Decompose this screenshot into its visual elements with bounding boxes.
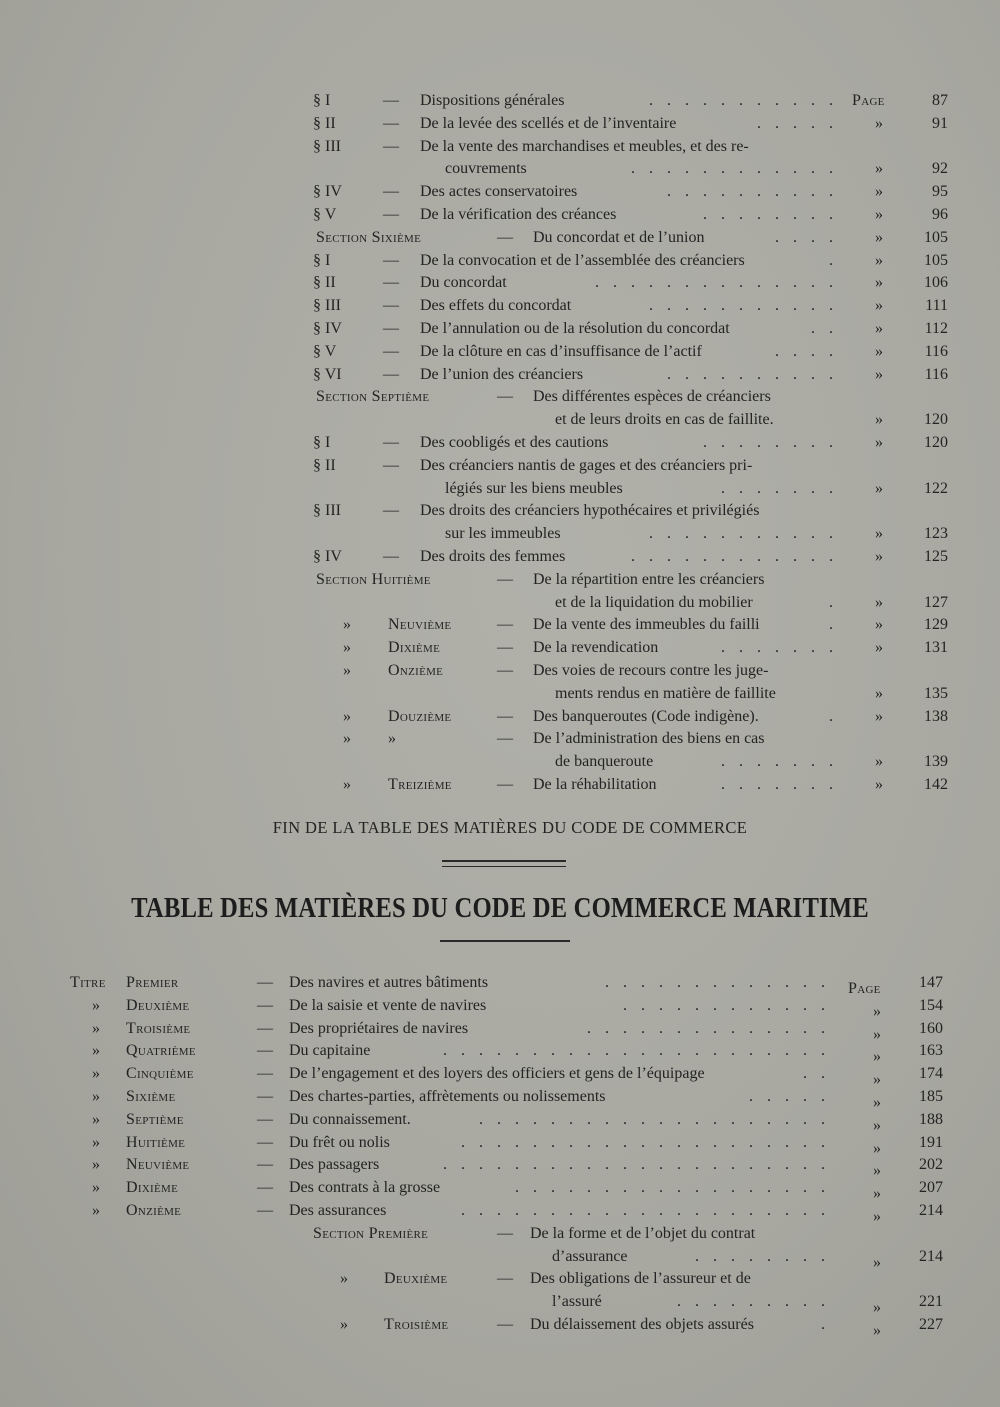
page-number: 138	[924, 707, 948, 725]
page-number: 163	[919, 1042, 943, 1060]
entry-title: Du délaissement des objets assurés	[530, 1316, 754, 1333]
page-number: 120	[924, 434, 948, 451]
leader-dots: . . . . . . . . . . .	[649, 92, 838, 109]
entry-title: Des navires et autres bâtiments	[289, 974, 489, 991]
page-number: 95	[932, 183, 948, 201]
page-number: 106	[924, 274, 948, 292]
leader-dots: . . . . . . . . . . . . . . . . . . . . .	[461, 1202, 830, 1219]
entry-title: Des passagers	[289, 1156, 380, 1174]
page-number: 112	[924, 320, 948, 337]
entry-title: Du concordat et de l’union	[533, 228, 705, 246]
entry-title: De la vente des immeubles du failli	[533, 616, 760, 634]
ditto-mark: »	[340, 1270, 348, 1288]
dash: —	[383, 434, 399, 451]
leader-dots: . . . . . . .	[721, 776, 838, 793]
entry-title: Du capitaine	[289, 1042, 371, 1060]
entry-title: Des coobligés et des cautions	[420, 434, 609, 451]
page-mark: »	[873, 1253, 881, 1271]
leader-dots: . . . . . . . . . . .	[649, 525, 838, 543]
dash: —	[383, 297, 399, 315]
page-mark: »	[875, 479, 883, 497]
section-label: Treizième	[388, 776, 452, 793]
paragraph-number: § I	[313, 251, 331, 269]
entry-title: De l’administration des biens en cas	[533, 730, 765, 748]
page-number: 142	[924, 776, 948, 793]
dash: —	[497, 707, 513, 725]
title-ordinal: Deuxième	[126, 996, 190, 1014]
ditto-mark: »	[343, 776, 351, 793]
entry-title: Des obligations de l’assureur et de	[530, 1270, 751, 1288]
dash: —	[257, 1202, 273, 1219]
entry-title: De la vente des marchandises et meubles, et des re-	[420, 137, 749, 155]
paragraph-number: § VI	[313, 365, 342, 383]
paragraph-number: § II	[313, 114, 336, 132]
page-number: 227	[919, 1316, 943, 1333]
section-label: Troisième	[384, 1316, 449, 1333]
ditto-mark: »	[340, 1316, 348, 1333]
dash: —	[497, 639, 513, 657]
page-number: 139	[924, 753, 948, 771]
title-label: Titre	[70, 974, 106, 991]
page-number: 214	[919, 1202, 943, 1219]
end-note: FIN DE LA TABLE DES MATIÈRES DU CODE DE COMMERCE	[272, 818, 748, 837]
page-mark: »	[875, 776, 883, 793]
entry-title: Des créanciers nantis de gages et des créanciers pri-	[420, 456, 753, 474]
entry-title: De la forme et de l’objet du contrat	[530, 1224, 756, 1242]
title-ordinal: Sixième	[126, 1088, 176, 1105]
title-ordinal: Cinquième	[126, 1065, 194, 1083]
entry-title: Des différentes espèces de créanciers	[533, 388, 771, 406]
entry-title: d’assurance	[552, 1247, 628, 1265]
page-number: 122	[924, 479, 948, 497]
entry-title: Dispositions générales	[420, 92, 565, 109]
leader-dots: . . . . . . . . . . . . .	[605, 974, 830, 991]
entry-title: De la clôture en cas d’insuffisance de l’actif	[420, 342, 702, 360]
entry-title: Des chartes-parties, affrètements ou nolissements	[289, 1088, 606, 1105]
page-number: 127	[924, 593, 948, 611]
dash: —	[383, 114, 399, 132]
page-mark: »	[875, 114, 883, 132]
page-mark: »	[873, 1208, 881, 1225]
page-mark: »	[873, 1185, 881, 1203]
title-ordinal: Septième	[126, 1110, 184, 1128]
section-label: Deuxième	[384, 1270, 448, 1288]
dash: —	[257, 1133, 273, 1151]
dash: —	[497, 570, 513, 588]
leader-dots: . . . . . . .	[721, 479, 838, 497]
page-number: 160	[919, 1019, 943, 1037]
page-number: 96	[932, 206, 948, 223]
page-number: 185	[919, 1088, 943, 1105]
section-label: Onzième	[388, 662, 444, 679]
page-number: 116	[924, 365, 948, 383]
dash: —	[257, 1110, 273, 1128]
entry-title: De la revendication	[533, 639, 659, 657]
page-number: 191	[919, 1133, 943, 1151]
section-label: Section Huitième	[316, 570, 431, 588]
page-number: 123	[924, 525, 948, 543]
dash: —	[497, 776, 513, 793]
paragraph-number: § I	[313, 434, 331, 451]
entry-title: l’assuré	[552, 1293, 602, 1311]
paragraph-number: § III	[313, 502, 341, 520]
ditto-mark: »	[92, 1110, 100, 1128]
page-mark: »	[873, 1139, 881, 1157]
ditto-mark: »	[343, 730, 351, 748]
page-number: 174	[919, 1065, 943, 1083]
leader-dots: . . . . . . . . . . . . . . . . . . . . .	[461, 1133, 830, 1151]
page-mark: »	[873, 1094, 881, 1111]
dash: —	[257, 1179, 273, 1197]
page-mark: »	[873, 1002, 881, 1020]
page-mark: »	[875, 228, 883, 246]
divider-rule-bottom	[442, 866, 566, 867]
leader-dots: . . . . . . . . . . . .	[631, 548, 838, 565]
ditto-mark: »	[92, 1156, 100, 1174]
ditto-mark: »	[92, 1202, 100, 1219]
dash: —	[383, 548, 399, 565]
entry-title: de banqueroute	[555, 753, 654, 771]
page-number: 116	[924, 342, 948, 360]
dash: —	[383, 342, 399, 360]
page-mark: »	[875, 183, 883, 201]
page-number: 91	[932, 114, 948, 132]
dash: —	[383, 206, 399, 223]
page-mark: »	[875, 434, 883, 451]
page-mark: »	[873, 1322, 881, 1339]
entry-title: et de leurs droits en cas de faillite.	[555, 411, 774, 429]
page-mark: »	[873, 1299, 881, 1317]
page-number: 129	[924, 616, 948, 634]
ditto-mark: »	[92, 1065, 100, 1083]
entry-title: Des contrats à la grosse	[289, 1179, 441, 1197]
page-mark: »	[875, 365, 883, 383]
dash: —	[257, 996, 273, 1014]
ditto-mark: »	[92, 996, 100, 1014]
entry-title: Des effets du concordat	[420, 297, 572, 315]
entry-title: Des voies de recours contre les juge-	[533, 662, 769, 679]
page-mark: »	[875, 548, 883, 565]
page-mark: »	[875, 707, 883, 725]
page-number: 92	[932, 160, 948, 178]
entry-title: De la convocation et de l’assemblée des créanciers	[420, 251, 745, 269]
section-label: Section Première	[313, 1224, 429, 1242]
dash: —	[383, 92, 399, 109]
leader-dots: . . . . .	[757, 114, 838, 132]
page-mark: »	[875, 616, 883, 634]
entry-title: sur les immeubles	[445, 525, 561, 543]
dash: —	[383, 502, 399, 520]
dash: —	[257, 1042, 273, 1060]
leader-dots: . . . . . . . . . .	[667, 365, 838, 383]
page-number: 188	[919, 1110, 943, 1128]
paragraph-number: § II	[313, 274, 336, 292]
paragraph-number: § II	[313, 456, 336, 474]
dash: —	[257, 1019, 273, 1037]
page-mark: »	[873, 1116, 881, 1134]
leader-dots: . . . . . . . . . . . . . .	[595, 274, 838, 292]
divider-rule-top	[442, 860, 566, 862]
dash: —	[257, 974, 273, 991]
page-mark: »	[875, 753, 883, 771]
dash: —	[497, 1224, 513, 1242]
dash: —	[383, 137, 399, 155]
leader-dots: . . . . .	[749, 1088, 830, 1105]
entry-title: Des propriétaires de navires	[289, 1019, 469, 1037]
paragraph-number: § IV	[313, 320, 342, 337]
entry-title: couvrements	[445, 160, 527, 178]
dash: —	[497, 662, 513, 679]
leader-dots: .	[829, 707, 838, 725]
page-mark: Page	[852, 92, 885, 109]
page-number: 154	[919, 996, 943, 1014]
page-mark: »	[873, 1162, 881, 1180]
dash: —	[497, 1316, 513, 1333]
section-label: »	[388, 730, 397, 748]
entry-title: De la vérification des créances	[420, 206, 617, 223]
dash: —	[257, 1156, 273, 1174]
dash: —	[383, 274, 399, 292]
section-label: Section Septième	[316, 388, 430, 406]
section-label: Neuvième	[388, 616, 452, 634]
dash: —	[257, 1088, 273, 1105]
leader-dots: . .	[803, 1065, 830, 1083]
leader-dots: . . . . . . .	[721, 753, 838, 771]
dash: —	[383, 183, 399, 201]
page-mark: Page	[848, 980, 881, 997]
title-ordinal: Neuvième	[126, 1156, 190, 1174]
ditto-mark: »	[92, 1179, 100, 1197]
paragraph-number: § IV	[313, 548, 342, 565]
page-mark: »	[875, 206, 883, 223]
page-title: TABLE DES MATIÈRES DU CODE DE COMMERCE MARITIME	[131, 892, 869, 924]
entry-title: De la réhabilitation	[533, 776, 657, 793]
entry-title: légiés sur les biens meubles	[445, 479, 623, 497]
page-mark: »	[873, 1071, 881, 1089]
title-ordinal: Premier	[126, 974, 179, 991]
section-label: Section Sixième	[316, 228, 422, 246]
section-label: Douzième	[388, 707, 452, 725]
leader-dots: . .	[811, 320, 838, 337]
title-ordinal: Troisième	[126, 1019, 191, 1037]
page-mark: »	[875, 342, 883, 360]
leader-dots: .	[829, 616, 838, 634]
entry-title: et de la liquidation du mobilier	[555, 593, 753, 611]
page-mark: »	[873, 1048, 881, 1066]
ditto-mark: »	[343, 662, 351, 679]
title-ordinal: Quatrième	[126, 1042, 196, 1060]
entry-title: De l’annulation ou de la résolution du concordat	[420, 320, 730, 337]
leader-dots: . . . . . . . .	[703, 434, 838, 451]
ditto-mark: »	[343, 639, 351, 657]
leader-dots: . . . . . . . . . . . .	[623, 996, 830, 1014]
leader-dots: . . . . . . . . . . . . . . . . . . . . . .	[443, 1042, 830, 1060]
entry-title: De l’engagement et des loyers des officiers et gens de l’équipage	[289, 1065, 705, 1083]
page-mark: »	[875, 274, 883, 292]
title-ordinal: Huitième	[126, 1133, 186, 1151]
entry-title: Des droits des créanciers hypothécaires et privilégiés	[420, 502, 760, 520]
entry-title: De la répartition entre les créanciers	[533, 570, 765, 588]
leader-dots: . . . . . . . .	[703, 206, 838, 223]
page-mark: »	[875, 411, 883, 429]
paragraph-number: § IV	[313, 183, 342, 201]
leader-dots: . . . . . . . .	[695, 1247, 830, 1265]
page-number: 87	[932, 92, 948, 109]
page-number: 214	[919, 1247, 943, 1265]
page-number: 147	[919, 974, 943, 991]
title-underline	[440, 940, 570, 942]
page-mark: »	[875, 160, 883, 178]
leader-dots: .	[829, 593, 838, 611]
entry-title: Des assurances	[289, 1202, 387, 1219]
page-number: 111	[925, 297, 948, 315]
page-number: 202	[919, 1156, 943, 1174]
dash: —	[383, 456, 399, 474]
entry-title: De la levée des scellés et de l’inventaire	[420, 114, 677, 132]
paragraph-number: § III	[313, 137, 341, 155]
dash: —	[257, 1065, 273, 1083]
page-number: 105	[924, 251, 948, 269]
page-number: 131	[924, 639, 948, 657]
page-number: 207	[919, 1179, 943, 1197]
page-mark: »	[875, 639, 883, 657]
ditto-mark: »	[92, 1019, 100, 1037]
leader-dots: .	[821, 1316, 830, 1333]
entry-title: ments rendus en matière de faillite	[555, 684, 776, 702]
entry-title: De l’union des créanciers	[420, 365, 584, 383]
dash: —	[383, 251, 399, 269]
leader-dots: . . . . . . .	[721, 639, 838, 657]
paragraph-number: § V	[313, 206, 337, 223]
paragraph-number: § III	[313, 297, 341, 315]
page-number: 221	[919, 1293, 943, 1311]
dash: —	[497, 616, 513, 634]
dash: —	[383, 365, 399, 383]
dash: —	[497, 1270, 513, 1288]
page-number: 135	[924, 684, 948, 702]
entry-title: Du connaissement.	[289, 1110, 411, 1128]
entry-title: Du concordat	[420, 274, 507, 292]
entry-title: De la saisie et vente de navires	[289, 996, 487, 1014]
paragraph-number: § I	[313, 92, 331, 109]
leader-dots: .	[829, 251, 838, 269]
ditto-mark: »	[343, 616, 351, 634]
title-ordinal: Dixième	[126, 1179, 179, 1197]
ditto-mark: »	[92, 1042, 100, 1060]
page-mark: »	[875, 684, 883, 702]
leader-dots: . . . . . . . . . . . .	[631, 160, 838, 178]
page-mark: »	[873, 1025, 881, 1043]
page-mark: »	[875, 320, 883, 337]
leader-dots: . . . . . . . . . . . . . . . . . . . . . .	[443, 1156, 830, 1174]
page-number: 125	[924, 548, 948, 565]
dash: —	[497, 228, 513, 246]
leader-dots: . . . . . . . . . . . . . . . . . .	[515, 1179, 830, 1197]
entry-title: Des banqueroutes (Code indigène).	[533, 707, 759, 725]
entry-title: Des actes conservatoires	[420, 183, 578, 201]
leader-dots: . . . . . . . . . . . . . .	[587, 1019, 830, 1037]
page-mark: »	[875, 525, 883, 543]
dash: —	[497, 730, 513, 748]
entry-title: Des droits des femmes	[420, 548, 566, 565]
leader-dots: . . . . . . . . . .	[667, 183, 838, 201]
leader-dots: . . . . . . . . .	[677, 1293, 830, 1311]
section-label: Dixième	[388, 639, 441, 657]
title-ordinal: Onzième	[126, 1202, 182, 1219]
page-number: 120	[924, 411, 948, 429]
ditto-mark: »	[343, 707, 351, 725]
page-mark: »	[875, 593, 883, 611]
entry-title: Du frêt ou nolis	[289, 1133, 390, 1151]
dash: —	[497, 388, 513, 406]
leader-dots: . . . .	[775, 342, 838, 360]
leader-dots: . . . . . . . . . . . . . . . . . . . .	[479, 1110, 830, 1128]
page-mark: »	[875, 297, 883, 315]
page-mark: »	[875, 251, 883, 269]
leader-dots: . . . . . . . . . . .	[649, 297, 838, 315]
ditto-mark: »	[92, 1088, 100, 1105]
ditto-mark: »	[92, 1133, 100, 1151]
paragraph-number: § V	[313, 342, 337, 360]
dash: —	[383, 320, 399, 337]
leader-dots: . . . .	[775, 228, 838, 246]
page-number: 105	[924, 228, 948, 246]
